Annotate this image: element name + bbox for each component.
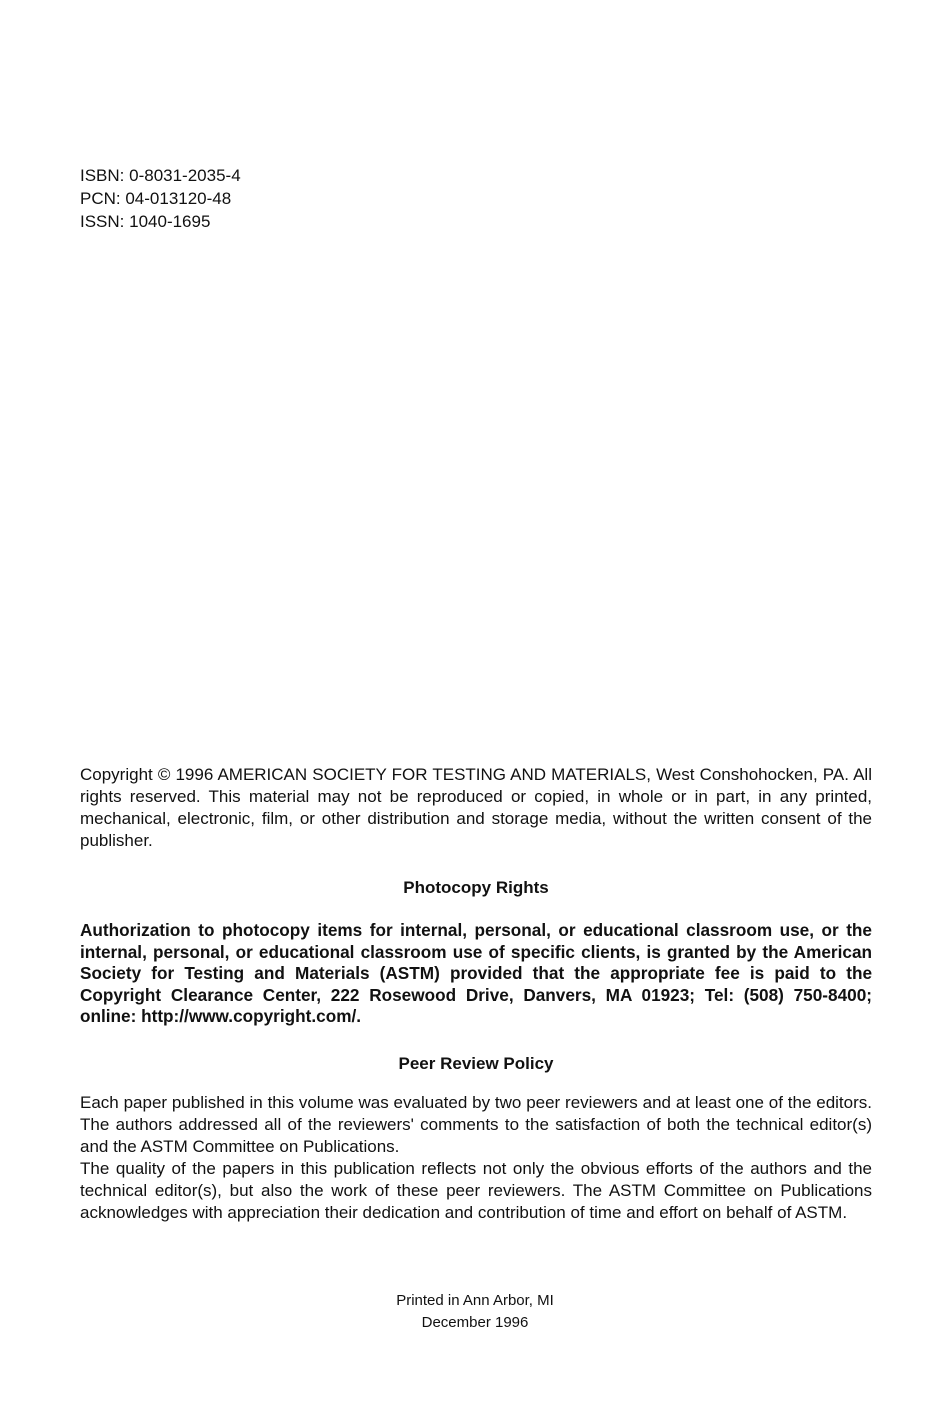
printed-location: Printed in Ann Arbor, MI: [396, 1292, 554, 1309]
isbn-line: ISBN: 0-8031-2035-4: [80, 166, 241, 185]
photocopy-rights-heading: Photocopy Rights: [403, 878, 549, 897]
peer-review-paragraph-2: The quality of the papers in this publication reflects not only the obvious efforts of the authors and the technical editor(s), but also the work of these peer reviewers. The ASTM Committee on Publications acknowledges with appreciation their dedication and contribution of time and effort on behalf of ASTM.: [80, 1158, 872, 1222]
copyright-notice: Copyright © 1996 AMERICAN SOCIETY FOR TESTING AND MATERIALS, West Conshohocken, PA. All rights reserved. This material may not be reproduced or copied, in whole or in part, in any printed, mechanical, electronic, film, or other distribution and storage media, without the written consent of the publisher.: [80, 765, 872, 850]
pcn-line: PCN: 04-013120-48: [80, 189, 232, 208]
photocopy-rights-text: Authorization to photocopy items for internal, personal, or educational classroom use, or the internal, personal, or educational classroom use of specific clients, is granted by the American Society for Testing and Materials (ASTM) provided that the appropriate fee is paid to the Copyright Clearance Center, 222 Rosewood Drive, Danvers, MA 01923; Tel: (508) 750-8400; online: http://www.copyright.com/.: [80, 920, 872, 1026]
legal-block: [80, 764, 872, 1224]
printed-date: December 1996: [421, 1314, 529, 1331]
imprint-block: [0, 1290, 950, 1334]
issn-line: ISSN: 1040-1695: [80, 212, 211, 231]
peer-review-paragraph-1: Each paper published in this volume was evaluated by two peer reviewers and at least one of the editors. The authors addressed all of the reviewers' comments to the satisfaction of both the technical editor(s) and the ASTM Committee on Publications.: [80, 1092, 872, 1156]
identifier-block: [80, 164, 241, 233]
peer-review-heading: Peer Review Policy: [398, 1053, 554, 1073]
